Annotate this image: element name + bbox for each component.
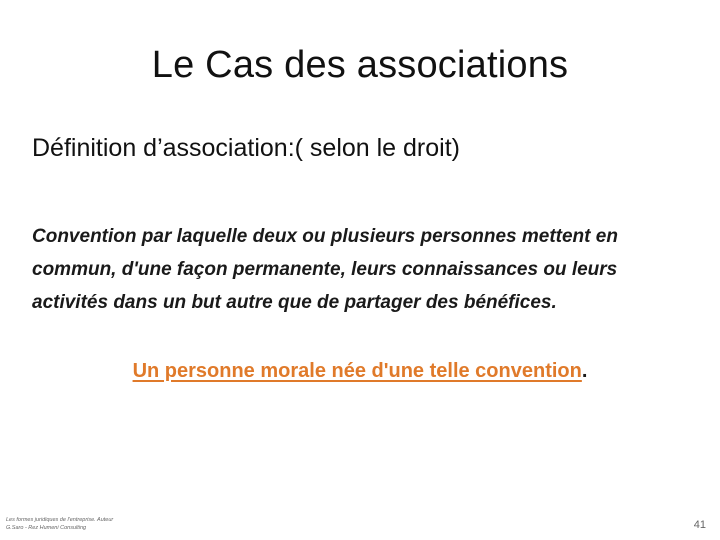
conclusion-line bbox=[0, 360, 720, 383]
slide-title: Le Cas des associations bbox=[151, 44, 569, 86]
footer-credit-line-2: G.Saro - Rez Humeni Consulting bbox=[6, 525, 87, 531]
footer-credit bbox=[6, 516, 146, 532]
page-number: 41 bbox=[693, 519, 706, 531]
definition-text: Convention par laquelle deux ou plusieurs personnes mettent en commun, d'une façon permanente, leurs connaissances ou leurs activités dans un but autre que de partager des bénéfices. bbox=[32, 226, 618, 313]
conclusion-link[interactable]: Un personne morale née d'une telle convention bbox=[132, 360, 582, 382]
definition-heading: Définition d’association:( selon le droit) bbox=[32, 134, 460, 162]
footer-credit-line-1: Les formes juridiques de l'entreprise. Auteur bbox=[6, 517, 114, 523]
conclusion-suffix: . bbox=[581, 360, 588, 382]
